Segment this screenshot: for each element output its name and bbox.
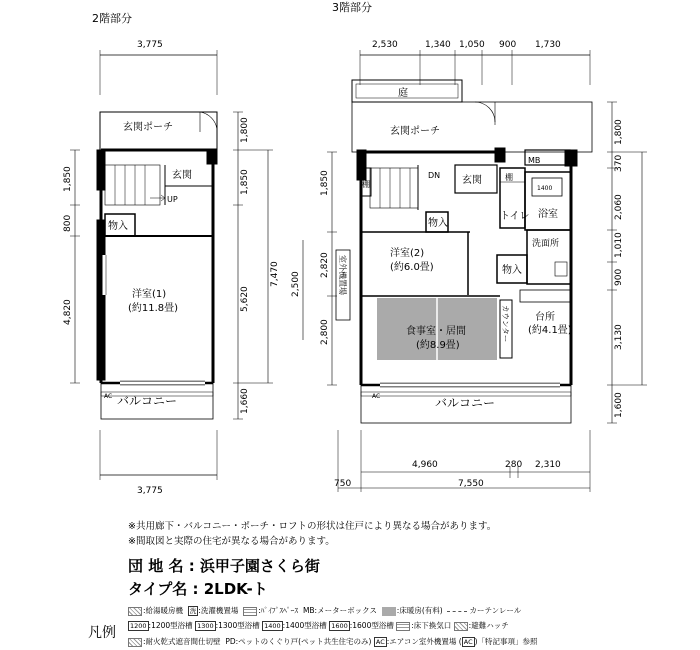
floor3-dim-right-3: 2,060 [614, 194, 624, 220]
floor3-plan [303, 50, 647, 492]
floor3-mb-label: MB [528, 156, 541, 165]
floor3-dim-top-2: 1,340 [425, 40, 451, 50]
legend-ac-box2: AC [463, 638, 473, 646]
legend-firewall: :耐火乾式遮音間仕切壁 [143, 637, 221, 646]
vent-swatch-icon [396, 622, 410, 631]
floor2-porch-label: 玄関ポーチ [123, 122, 173, 133]
floor2-dim-bottom: 3,775 [137, 486, 163, 496]
legend-hatch: :避難ハッチ [468, 621, 509, 630]
floor2-plan [70, 50, 273, 480]
legend-ac-ref: 「特記事項」参照 [477, 637, 538, 646]
legend-curtain: カーテンレール [469, 606, 522, 615]
type-name-value: : 2LDK-ト [192, 580, 268, 598]
floor3-ac-label: AC [372, 393, 381, 400]
complex-name-row [128, 555, 320, 576]
legend-meter: MB:メーターボックス [302, 606, 378, 615]
legend-title: 凡例 [88, 625, 116, 641]
floorheat-swatch-icon [382, 607, 396, 616]
floor3-western-size: (約6.0畳) [390, 262, 434, 273]
floor3-dim-bottom-total: 7,550 [458, 479, 484, 489]
floor3-storage2-label: 物入 [502, 265, 522, 276]
floor3-balcony-label: バルコニー [435, 396, 496, 410]
floor3-kitchen-size: (約4.1畳) [528, 325, 572, 336]
legend-row-3: :耐火乾式遮音間仕切壁 PD:ペットのくぐり戸(ペット共生住宅のみ) AC :エアコン室外機置場 ( AC )「特記事項」参照 [128, 636, 538, 647]
floor2-dim-right-4: 1,660 [240, 388, 250, 414]
legend-washer: :洗濯機置場 [198, 606, 239, 615]
legend-pipe: :ﾊﾟｲﾌﾟｽﾍﾟｰｽ [258, 606, 299, 615]
legend-petdoor: PD:ペットのくぐり戸(ペット共生住宅のみ) [225, 637, 372, 646]
floor3-dim-right-1: 1,800 [614, 119, 624, 145]
floor3-washroom-label: 洗面所 [532, 239, 560, 249]
floor3-dim-total-left: 2,500 [291, 271, 301, 297]
floor3-tub-label: 1400 [537, 185, 553, 192]
floor3-western-name: 洋室(2) [390, 248, 425, 259]
floor3-dim-bottom-left: 750 [334, 479, 352, 489]
floor2-dim-left-3: 4,820 [63, 299, 73, 325]
floor3-dining-size: (約8.9畳) [416, 340, 460, 351]
floor3-heading: 3階部分 [332, 1, 372, 14]
legend-1600-box: 1600 [331, 622, 348, 630]
legend-floorheat: :床暖房(有料) [396, 606, 443, 615]
floor3-outdoor-unit-label: 室外機置場 [338, 255, 347, 295]
type-name-label: タイプ名 [128, 580, 188, 598]
floor3-dim-right-4: 1,010 [614, 232, 624, 258]
floor3-porch-label: 玄関ポーチ [390, 126, 440, 137]
legend-ac: :エアコン室外機置場 [386, 637, 457, 646]
complex-name-value: : 浜甲子園さくら街 [188, 557, 320, 575]
floor3-dim-left-3: 2,800 [320, 319, 330, 345]
floor3-shelf2-label: 棚 [505, 173, 513, 182]
floor2-western-size: (約11.8畳) [128, 303, 179, 314]
floor2-up-label: UP [167, 195, 178, 204]
legend-vent: :床下換気口 [411, 621, 452, 630]
floor3-kitchen-name: 台所 [535, 312, 555, 323]
heater-swatch-icon [128, 607, 142, 616]
floor2-heading: 2階部分 [92, 12, 132, 25]
legend-heater: :給湯暖房機 [143, 606, 184, 615]
floor3-dim-left-2: 2,820 [320, 252, 330, 278]
floor2-entrance-label: 玄関 [172, 170, 192, 181]
floor2-dim-right-2: 1,850 [240, 169, 250, 195]
legend-1300-box: 1300 [197, 622, 214, 630]
legend-1300: :1300型浴槽 [215, 621, 260, 630]
floor3-toilet-label: トイレ [500, 211, 530, 222]
complex-name-label: 団 地 名 [128, 557, 184, 575]
floor2-dim-right-1: 1,800 [240, 117, 250, 143]
floor3-counter-label: カウンター [501, 305, 510, 343]
floor3-storage1-label: 物入 [428, 218, 448, 229]
legend-washer-box: 洗 [189, 607, 197, 615]
floor3-dim-top-3: 1,050 [459, 40, 485, 50]
legend-1200-box: 1200 [130, 622, 147, 630]
legend-row-2 [128, 620, 509, 631]
floor3-dining-name: 食事室・居間 [406, 326, 466, 337]
floor2-ac-label: AC [104, 393, 113, 400]
floor3-dim-right-5: 900 [614, 268, 624, 286]
floor3-dim-right-6: 3,130 [614, 324, 624, 350]
legend-row-1 [128, 605, 521, 616]
hatch-swatch-icon [454, 622, 468, 631]
floor2-balcony-label: バルコニー [117, 394, 178, 408]
floor2-western-name: 洋室(1) [132, 289, 167, 300]
floor3-garden-label: 庭 [398, 88, 408, 99]
floor2-storage-label: 物入 [108, 221, 128, 232]
note-plan-differs: ※間取図と実際の住宅が異なる場合があります。 [128, 536, 335, 547]
firewall-swatch-icon [128, 638, 142, 647]
floor3-bath-label: 浴室 [538, 209, 558, 220]
note-shape-differs: ※共用廊下・バルコニー・ポーチ・ロフトの形状は住戸により異なる場合があります。 [128, 521, 497, 532]
floor3-shelf-label: 棚 [362, 180, 370, 189]
floor3-dim-top-5: 1,730 [535, 40, 561, 50]
curtain-line-icon [447, 611, 467, 612]
legend-1400: :1400型浴槽 [282, 621, 327, 630]
pipe-swatch-icon [243, 607, 257, 616]
floor2-dim-right-3: 5,620 [240, 286, 250, 312]
floor3-dim-top-1: 2,530 [372, 40, 398, 50]
legend-ac-box: AC [375, 638, 385, 646]
floor3-entrance-label: 玄関 [462, 175, 482, 186]
legend-1400-box: 1400 [264, 622, 281, 630]
floor3-dim-bottom-2: 280 [505, 460, 523, 470]
floor2-dim-left-1: 1,850 [63, 166, 73, 192]
floor2-dim-left-2: 800 [63, 214, 73, 232]
floor3-dim-bottom-3: 2,310 [535, 460, 561, 470]
floor3-dim-bottom-1: 4,960 [412, 460, 438, 470]
floor3-dim-left-1: 1,850 [320, 170, 330, 196]
legend-1600: :1600型浴槽 [349, 621, 394, 630]
floor3-dim-right-2: 370 [614, 154, 624, 172]
floor2-dim-total-right: 7,470 [270, 261, 280, 287]
floor2-dim-top: 3,775 [137, 40, 163, 50]
floor3-dim-top-4: 900 [499, 40, 517, 50]
floor3-dim-right-7: 1,600 [614, 392, 624, 418]
type-name-row [128, 578, 268, 599]
floor3-dn-label: DN [428, 171, 441, 180]
legend-1200: :1200型浴槽 [148, 621, 193, 630]
